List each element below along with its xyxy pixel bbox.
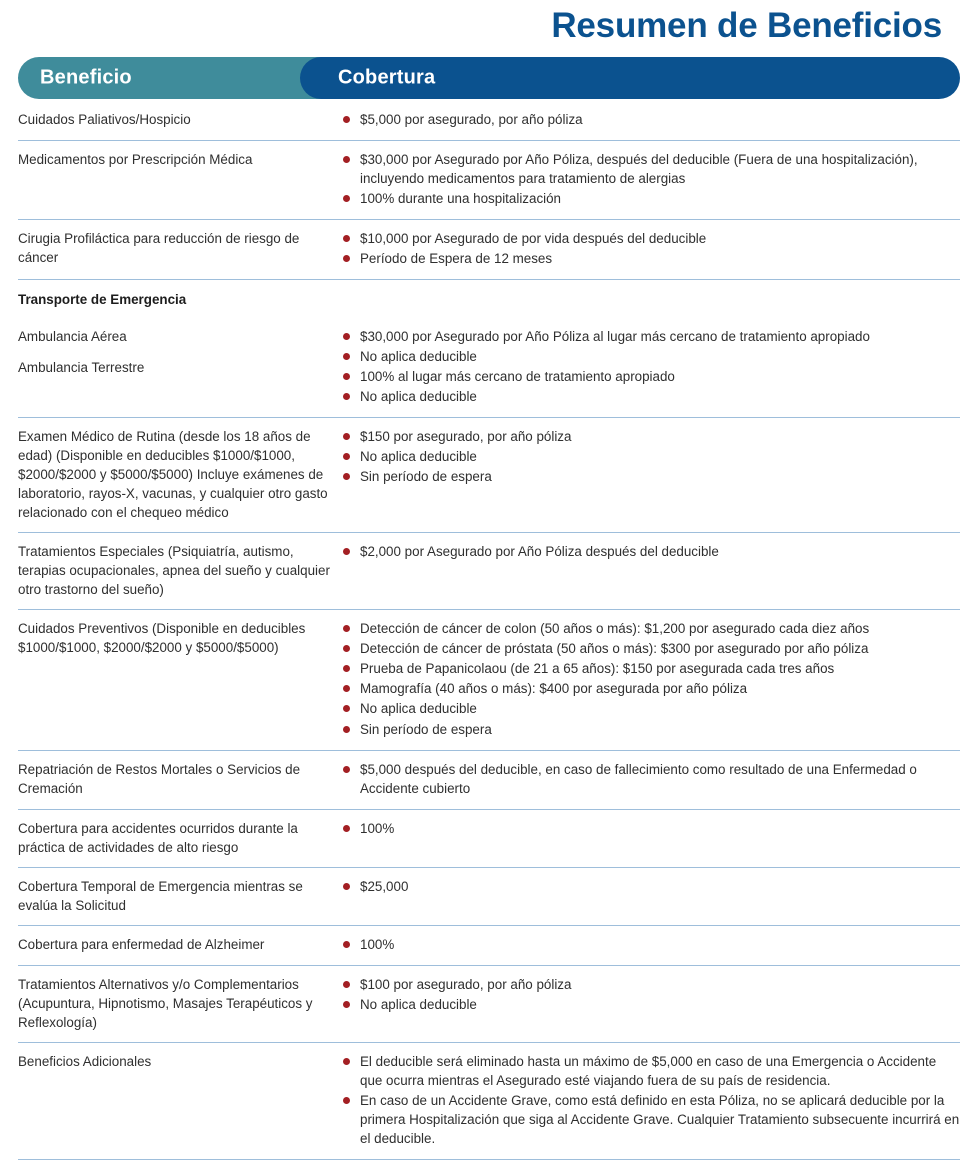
coverage-list — [340, 327, 960, 406]
coverage-list — [340, 427, 960, 486]
coverage-cell — [340, 975, 960, 1015]
coverage-cell — [340, 619, 960, 739]
benefit-label: Cirugia Profiláctica para reducción de riesgo de cáncer — [18, 230, 300, 265]
benefit-label: Beneficios Adicionales — [18, 1053, 152, 1069]
table-row — [18, 101, 960, 141]
coverage-item: En caso de un Accidente Grave, como está definido en esta Póliza, no se aplicará deducible por la primera Hospitalización que siga al Accidente Grave. Cualquier Tratamiento subsecuente incurrirá en el deducible. — [340, 1091, 960, 1148]
coverage-item: 100% — [340, 819, 960, 838]
benefit-sub-label: Ambulancia Aérea — [18, 328, 127, 344]
table-row — [18, 966, 960, 1043]
coverage-cell — [340, 542, 960, 562]
benefit-label: Transporte de Emergencia — [18, 291, 187, 307]
coverage-item: Sin período de espera — [340, 467, 960, 486]
coverage-list — [340, 975, 960, 1014]
coverage-item: $30,000 por Asegurado por Año Póliza, después del deducible (Fuera de una hospitalización), incluyendo medicamentos para tratamiento de alergias — [340, 150, 960, 188]
benefit-label: Tratamientos Especiales (Psiquiatría, autismo, terapias ocupacionales, apnea del sueño y cualquier otro trastorno del sueño) — [18, 544, 330, 598]
header-pill-coverage — [300, 57, 960, 99]
coverage-item: $10,000 por Asegurado de por vida después del deducible — [340, 229, 960, 248]
coverage-item: $150 por asegurado, por año póliza — [340, 427, 960, 446]
coverage-item: No aplica deducible — [340, 699, 960, 718]
benefit-label: Tratamientos Alternativos y/o Complementarios (Acupuntura, Hipnotismo, Masajes Terapéuticos y Reflexología) — [18, 976, 313, 1030]
coverage-cell — [340, 427, 960, 487]
header-label-coverage: Cobertura — [338, 66, 436, 89]
coverage-item: Período de Espera de 12 meses — [340, 249, 960, 268]
coverage-cell — [340, 229, 960, 269]
coverage-cell — [340, 110, 960, 130]
benefits-table — [18, 99, 960, 1160]
coverage-item: $100 por asegurado, por año póliza — [340, 975, 960, 994]
coverage-item: Detección de cáncer de próstata (50 años o más): $300 por asegurado por año póliza — [340, 639, 960, 658]
benefit-sub-label: Ambulancia Terrestre — [18, 360, 145, 375]
coverage-list — [340, 819, 960, 838]
coverage-item: 100% — [340, 935, 960, 954]
benefit-label: Repatriación de Restos Mortales o Servicios de Cremación — [18, 761, 301, 796]
coverage-item: $5,000 después del deducible, en caso de fallecimiento como resultado de una Enfermedad o Accidente cubierto — [340, 760, 960, 798]
coverage-item: Detección de cáncer de colon (50 años o más): $1,200 por asegurado cada diez años — [340, 619, 960, 638]
coverage-item: Prueba de Papanicolaou (de 21 a 65 años): $150 por asegurada cada tres años — [340, 659, 960, 678]
benefit-label: Cuidados Paliativos/Hospicio — [18, 111, 191, 127]
benefit-label: Examen Médico de Rutina (desde los 18 años de edad) (Disponible en deducibles $1000/$1000, $2000/$2000 y $5000/$5000) Incluye exámenes de laboratorio, rayos-X, vacunas, y cualquier otro gasto relacionado con el chequeo médico — [18, 429, 328, 521]
coverage-list — [340, 150, 960, 208]
coverage-list — [340, 877, 960, 896]
coverage-list — [340, 1052, 960, 1148]
table-section-row — [18, 280, 960, 318]
coverage-cell — [340, 819, 960, 839]
coverage-list — [340, 110, 960, 129]
table-row — [18, 810, 960, 868]
benefit-label: Cobertura Temporal de Emergencia mientras se evalúa la Solicitud — [18, 878, 303, 913]
coverage-item: No aplica deducible — [340, 347, 960, 366]
coverage-item: $30,000 por Asegurado por Año Póliza al lugar más cercano de tratamiento apropiado — [340, 327, 960, 346]
header-label-benefit: Beneficio — [40, 66, 132, 89]
coverage-list — [340, 542, 960, 561]
coverage-item: 100% al lugar más cercano de tratamiento apropiado — [340, 367, 960, 386]
coverage-cell — [340, 1052, 960, 1149]
table-header — [18, 57, 960, 99]
table-row — [18, 418, 960, 533]
coverage-item: $25,000 — [340, 877, 960, 896]
table-row — [18, 610, 960, 750]
benefit-label: Medicamentos por Prescripción Médica — [18, 151, 253, 167]
coverage-item: El deducible será eliminado hasta un máximo de $5,000 en caso de una Emergencia o Accidente que ocurra mientras el Asegurado esté viajando fuera de su país de residencia. — [340, 1052, 960, 1090]
table-row — [18, 141, 960, 220]
benefit-label: Cobertura para accidentes ocurridos durante la práctica de actividades de alto riesgo — [18, 820, 298, 855]
coverage-list — [340, 619, 960, 738]
coverage-cell — [340, 760, 960, 799]
table-row — [18, 533, 960, 610]
coverage-cell — [340, 150, 960, 209]
coverage-cell — [340, 935, 960, 955]
coverage-cell — [340, 877, 960, 897]
table-row — [18, 1043, 960, 1160]
coverage-item: 100% durante una hospitalización — [340, 189, 960, 208]
benefit-label: Cuidados Preventivos (Disponible en deducibles $1000/$1000, $2000/$2000 y $5000/$5000) — [18, 621, 306, 656]
coverage-item: No aplica deducible — [340, 447, 960, 466]
coverage-item: $2,000 por Asegurado por Año Póliza después del deducible — [340, 542, 960, 561]
coverage-item: Sin período de espera — [340, 720, 960, 739]
benefit-label: Cobertura para enfermedad de Alzheimer — [18, 936, 265, 952]
coverage-list — [340, 760, 960, 798]
coverage-item: $5,000 por asegurado, por año póliza — [340, 110, 960, 129]
coverage-item: No aplica deducible — [340, 995, 960, 1014]
table-row — [18, 220, 960, 280]
coverage-cell — [340, 327, 960, 407]
title-bar — [0, 0, 978, 45]
table-row — [18, 318, 960, 418]
coverage-list — [340, 935, 960, 954]
table-row — [18, 751, 960, 810]
coverage-item: No aplica deducible — [340, 387, 960, 406]
coverage-item: Mamografía (40 años o más): $400 por asegurada por año póliza — [340, 679, 960, 698]
page-title: Resumen de Beneficios — [551, 6, 942, 45]
table-row — [18, 926, 960, 966]
table-row — [18, 868, 960, 926]
benefit-label — [18, 327, 340, 377]
coverage-list — [340, 229, 960, 268]
